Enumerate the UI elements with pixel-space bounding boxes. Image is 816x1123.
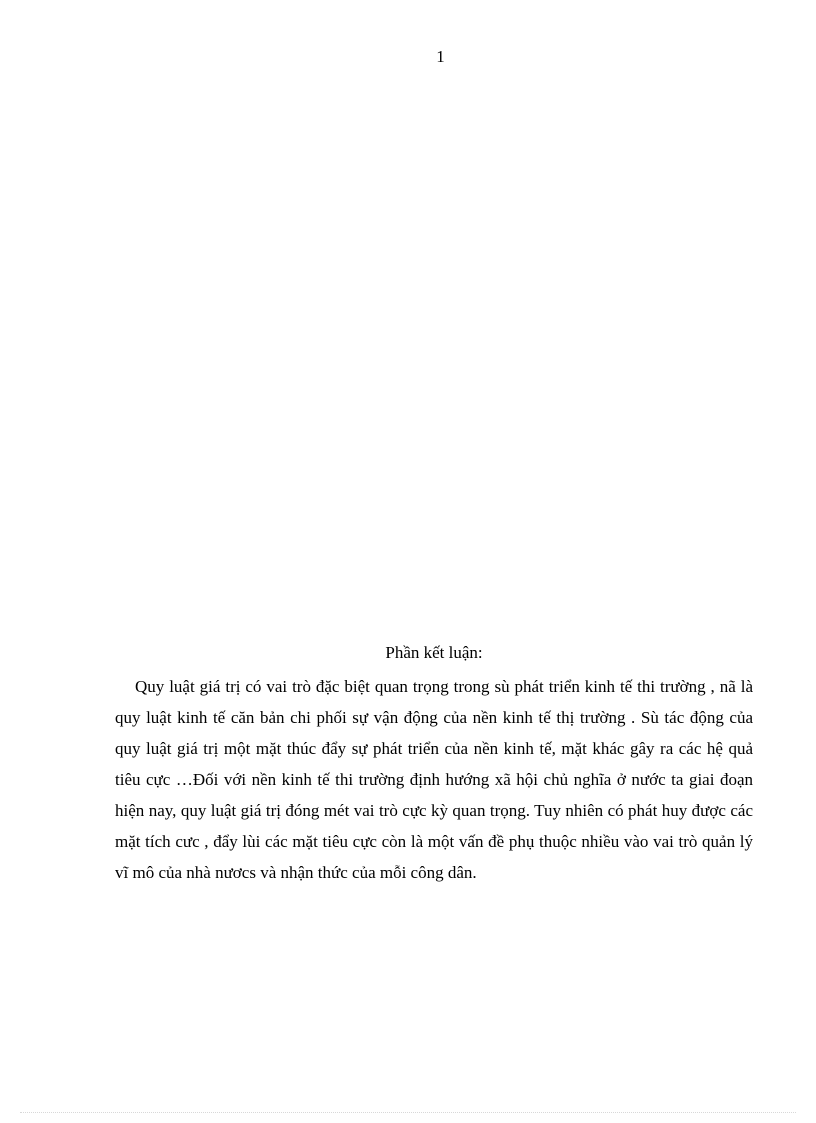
page-number: 1	[436, 47, 445, 66]
footer-divider	[20, 1112, 796, 1113]
section-heading: Phần kết luận:	[385, 643, 483, 662]
conclusion-paragraph: Quy luật giá trị có vai trò đặc biệt quan trọng trong sù phát triển kinh tế thi trường , nã là quy luật kinh tế căn bản chi phối sự vận động của nền kinh tế thị trường . Sù tác động của quy luật giá trị một mặt thúc đẩy sự phát triển của nền kinh tế, mặt khác gây ra các hệ quả tiêu cực …Đối với nền kinh tế thi trường định hướng xã hội chủ nghĩa ở nước ta giai đoạn hiện nay, quy luật giá trị đóng mét vai trò cực kỳ quan trọng. Tuy nhiên có phát huy được các mặt tích cưc , đẩy lùi các mặt tiêu cực còn là một vấn đề phụ thuộc nhiều vào vai trò quản lý vĩ mô của nhà nươcs và nhận thức của mỗi công dân.	[115, 677, 753, 882]
conclusion-section	[115, 641, 753, 888]
